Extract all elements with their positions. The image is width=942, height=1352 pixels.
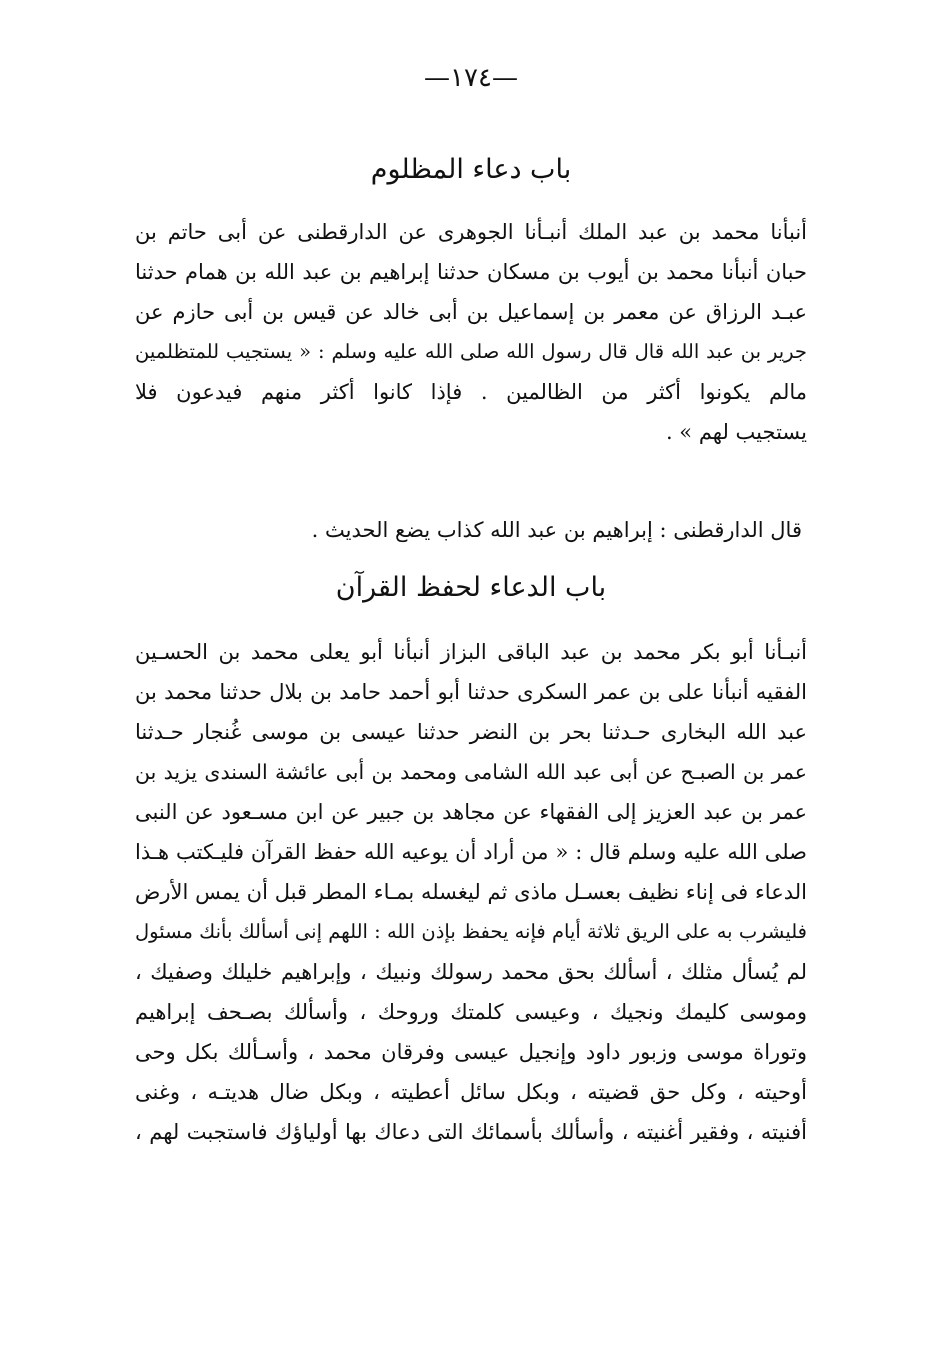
text-line: مالم يكونوا أكثر من الظالمين . فإذا كانوا أكثر منهم فيدعون فلا [135,380,807,404]
section-body-oppressed-prayer [135,212,807,452]
section-body-quran-memorization [135,632,807,1152]
section-title-quran-memorization: باب الدعاء لحفظ القرآن [335,572,607,603]
text-line: عبد الله البخارى حـدثنا بحر بن النضر حدثنا عيسى بن موسى غُنجار حـدثنا [135,720,807,744]
text-line: صلى الله عليه وسلم قال : « من أراد أن يوعيه الله حفظ القرآن فليـكتب هـذا [135,840,807,864]
text-line: الفقيه أنبأنا على بن عمر السكرى حدثنا أبو أحمد حامد بن بلال حدثنا محمد بن [135,680,807,704]
text-line: حبان أنبأنا محمد بن أيوب بن مسكان حدثنا إبراهيم بن عبد الله بن همام حدثنا [135,260,807,284]
page-number: —١٧٤— [424,63,518,93]
text-line: وموسى كليمك ونجيك ، وعيسى كلمتك وروحك ، وأسألك بصـحف إبراهيم [135,1000,807,1024]
text-line: أنبأنا محمد بن عبد الملك أنبـأنا الجوهرى عن الدارقطنى عن أبى حاتم بن [135,220,807,244]
text-line: يستجيب لهم » . [665,420,807,444]
text-line: وتوراة موسى وزبور داود وإنجيل عيسى وفرقان محمد ، وأسـألك بكل وحى [135,1040,807,1064]
text-line: جرير بن عبد الله قال قال رسول الله صلى الله عليه وسلم : « يستجيب للمتظلمين [135,340,807,363]
note-text: قال الدارقطنى : إبراهيم بن عبد الله كذاب يضع الحديث . [311,518,802,542]
text-line: الدعاء فى إناء نظيف بعسـل ماذى ثم ليغسله بمـاء المطر قبل أن يمس الأرض [135,880,807,904]
text-line: لم يُسأل مثلك ، أسألك بحق محمد رسولك ونبيك ، وإبراهيم خليلك وصفيك ، [135,960,807,984]
text-line: عمر بن الصبـح عن أبى عبد الله الشامى ومحمد بن أبى عائشة السندى يزيد بن [135,760,807,784]
text-line: عبـد الرزاق عن معمر بن إسماعيل بن أبى خالد عن قيس بن أبى حازم عن [135,300,807,324]
section-title-oppressed-prayer: باب دعاء المظلوم [370,154,572,185]
text-line: عمر بن عبد العزيز إلى الفقهاء عن مجاهد بن جبير عن ابن مسـعود عن النبى [135,800,807,824]
text-line: أوحيته ، وكل حق قضيته ، وبكل سائل أعطيته ، وبكل ضال هديتـه ، وغنى [135,1080,807,1104]
daraqutni-note [135,510,807,550]
text-line: فليشرب به على الريق ثلاثة أيام فإنه يحفظ بإذن الله : اللهم إنى أسألك بأنك مسئول [135,920,807,943]
text-line: أفنيته ، وفقير أغنيته ، وأسألك بأسمائك التى دعاك بها أولياؤك فاستجبت لهم ، [135,1120,807,1144]
text-line: أنبـأنا أبو بكر محمد بن عبد الباقى البزاز أنبأنا أبو يعلى محمد بن الحسـين [135,640,807,664]
